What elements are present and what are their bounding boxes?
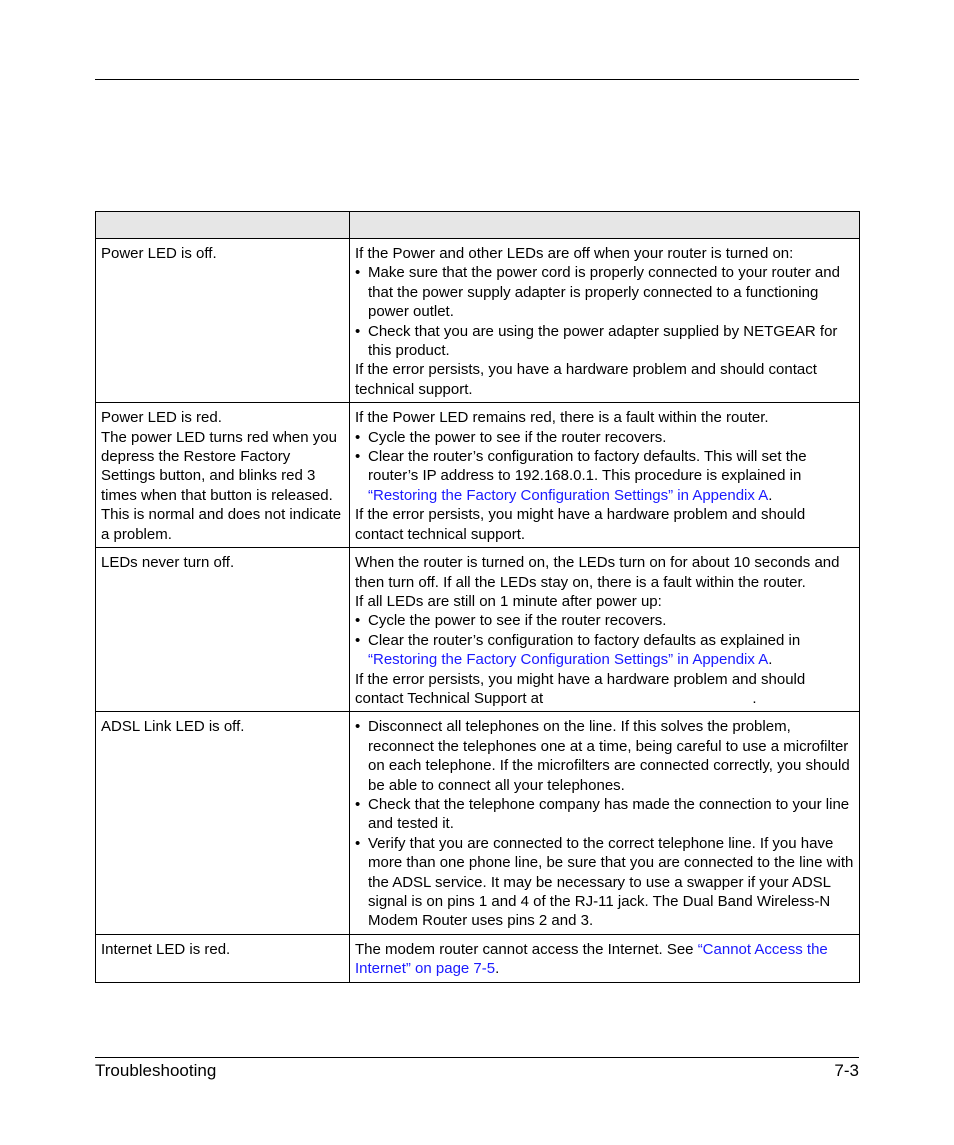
action-cell <box>350 548 860 712</box>
header-cell-symptom <box>96 212 350 239</box>
footer-page-number: 7-3 <box>834 1061 859 1080</box>
action-text-run: If the error persists, you might have a hardware problem and should contact technical support. <box>355 506 806 543</box>
action-text-tail: . <box>495 960 500 978</box>
action-text-run: Check that the telephone company has made the connection to your line and tested it. <box>368 795 850 833</box>
action-text <box>355 592 855 611</box>
action-text-run: If the error persists, you have a hardware problem and should contact technical support. <box>355 361 817 398</box>
cross-reference-link[interactable]: “Restoring the Factory Configuration Settings” in Appendix A <box>368 651 769 669</box>
symptom-text: Power LED is off. <box>101 245 217 262</box>
action-text-run: If the Power and other LEDs are off when your router is turned on: <box>355 245 794 262</box>
symptom-text: The power LED turns red when you depress the Restore Factory Settings button, and blinks red 3 times when that button is released. This is normal and does not indicate a problem. <box>101 428 342 543</box>
action-bullet <box>355 428 855 447</box>
action-bullet <box>355 263 855 321</box>
symptom-cell <box>96 712 350 934</box>
action-text-run: Cycle the power to see if the router recovers. <box>368 428 667 446</box>
symptom-text: Power LED is red. <box>101 409 222 427</box>
action-bullet <box>355 795 855 834</box>
header-rule <box>95 79 859 80</box>
header-cell-action <box>350 212 860 239</box>
symptom-cell <box>96 934 350 982</box>
cross-reference-link[interactable]: “Restoring the Factory Configuration Settings” in Appendix A <box>368 486 769 504</box>
action-text-tail: . <box>768 651 773 669</box>
table-row <box>96 403 860 548</box>
symptom-text: ADSL Link LED is off. <box>101 718 245 736</box>
footer-section-title: Troubleshooting <box>95 1061 217 1080</box>
cross-reference-link[interactable]: “Cannot Access the Internet” on page 7-5 <box>355 940 828 978</box>
action-text-run: Clear the router’s configuration to factory defaults. This will set the router’s IP address to 192.168.0.1. This procedure is explained in <box>368 448 807 485</box>
action-cell <box>350 934 860 982</box>
action-text-tail: . <box>752 689 757 707</box>
action-text-tail: . <box>768 486 773 504</box>
table-row <box>96 934 860 982</box>
action-bullet <box>355 631 855 670</box>
action-cell <box>350 403 860 548</box>
troubleshooting-table <box>95 211 860 983</box>
action-text-run: The modem router cannot access the Internet. See <box>355 940 698 958</box>
action-text-run: If the error persists, you might have a hardware problem and should contact Technical Support at <box>355 670 806 707</box>
action-bullet <box>355 447 855 505</box>
action-text-run: Disconnect all telephones on the line. If this solves the problem, reconnect the telephones one at a time, being careful to use a microfilter on each telephone. If the microfilters are connected correctly, you should be able to connect all your telephones. <box>368 718 850 794</box>
symptom-text: Internet LED is red. <box>101 940 231 958</box>
action-text <box>355 505 855 544</box>
action-text <box>355 670 855 709</box>
table-row <box>96 239 860 403</box>
action-bullet <box>355 834 855 931</box>
table-row <box>96 712 860 934</box>
action-text-run: Verify that you are connected to the correct telephone line. If you have more than one phone line, be sure that you are connected to the line with the ADSL service. It may be necessary to use a swapper if your ADSL signal is on pins 1 and 4 of the RJ-11 jack. The Dual Band Wireless-N Modem Router uses pins 2 and 3. <box>368 834 854 930</box>
footer-rule <box>95 1057 859 1058</box>
action-cell <box>350 712 860 934</box>
action-text <box>355 940 855 979</box>
action-text-run: When the router is turned on, the LEDs turn on for about 10 seconds and then turn off. If all the LEDs stay on, there is a fault within the router. <box>355 554 840 591</box>
action-bullet <box>355 322 855 361</box>
symptom-cell <box>96 548 350 712</box>
table-row <box>96 548 860 712</box>
table-header-row <box>96 212 860 239</box>
action-text <box>355 408 855 427</box>
symptom-cell <box>96 403 350 548</box>
action-text-run: Cycle the power to see if the router recovers. <box>368 612 667 630</box>
action-cell <box>350 239 860 403</box>
action-text <box>355 244 855 263</box>
action-text <box>355 360 855 399</box>
table-body <box>96 239 860 983</box>
action-bullet <box>355 611 855 630</box>
action-text-run: Make sure that the power cord is properly connected to your router and that the power supply adapter is properly connected to a functioning power outlet. <box>368 264 840 321</box>
symptom-cell <box>96 239 350 403</box>
action-text <box>355 553 855 592</box>
action-bullet <box>355 717 855 795</box>
symptom-text: LEDs never turn off. <box>101 554 235 572</box>
action-text-run: If the Power LED remains red, there is a fault within the router. <box>355 409 769 427</box>
action-text-run: If all LEDs are still on 1 minute after power up: <box>355 592 662 610</box>
action-text-run: Check that you are using the power adapter supplied by NETGEAR for this product. <box>368 322 838 360</box>
action-text-run: Clear the router’s configuration to factory defaults as explained in <box>368 631 801 649</box>
